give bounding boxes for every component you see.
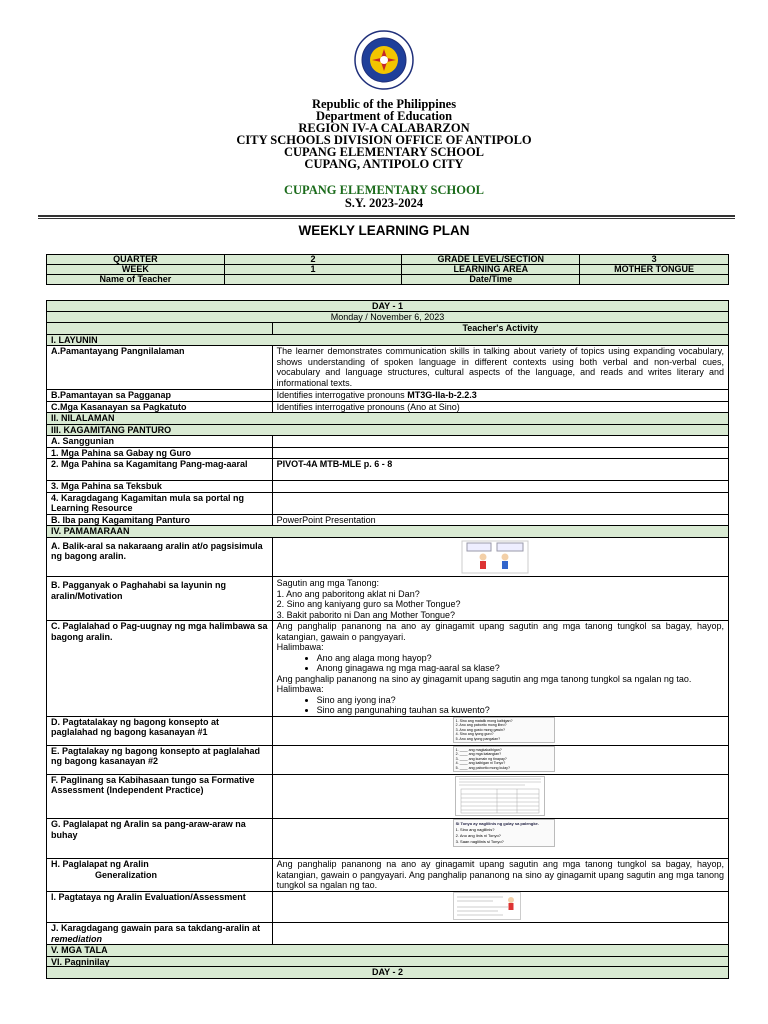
header-rule <box>38 215 735 217</box>
row-pg-content <box>272 819 728 859</box>
header-line-4: CITY SCHOOLS DIVISION OFFICE OF ANTIPOLO <box>236 133 532 147</box>
row-pj <box>47 923 273 945</box>
pi-worksheet-image <box>453 892 521 920</box>
row-pf-content <box>272 774 728 819</box>
quarter-label: QUARTER <box>47 255 225 265</box>
header-rule-thin <box>38 218 735 219</box>
pd-item: 1. Sino ang matalik mong kaibigan? <box>455 718 513 723</box>
row-pi: I. Pagtataya ng Aralin Evaluation/Assessment <box>47 891 273 923</box>
row-r2-value: PIVOT-4A MTB-MLE p. 6 - 8 <box>272 459 728 481</box>
row-text-c: Identifies interrogative pronouns (Ano at Sino) <box>272 401 728 413</box>
row-text-b-desc: Identifies interrogative pronouns <box>276 390 405 400</box>
teacher-value <box>224 275 402 285</box>
pc-example: • Anong ginagawa ng mga mag-aaral sa klase? <box>317 663 724 674</box>
row-text-b <box>272 390 728 402</box>
row-pa: A. Balik-aral sa nakaraang aralin at/o pagsisimula ng bagong aralin. <box>47 537 273 577</box>
header-line-3: REGION IV-A CALABARZON <box>298 121 470 135</box>
pc-halimbawa-1: Halimbawa: <box>276 642 324 652</box>
row-sanggunian: A. Sanggunian <box>47 436 273 448</box>
pc-example: • Ano ang alaga mong hayop? <box>317 653 724 664</box>
deped-seal-logo <box>354 30 414 90</box>
day1-date: Monday / November 6, 2023 <box>47 312 729 323</box>
pd-item: 3. Ano ang gusto mong gawin? <box>455 727 505 732</box>
header-line-5: CUPANG ELEMENTARY SCHOOL <box>283 145 485 159</box>
pc-para-2: Ang panghalip pananong na sino ay ginagamit upang sagutin ang mga tanong tungkol sa ngalan ng tao. <box>276 673 692 684</box>
row-rb: B. Iba pang Kagamitang Panturo <box>47 514 273 526</box>
quarter-value: 2 <box>224 255 402 265</box>
pb-line-2: 1. Ano ang paboritong aklat ni Dan? <box>276 588 420 599</box>
row-pc-content <box>272 621 728 717</box>
activity-header: Teacher's Activity <box>272 323 728 335</box>
pc-example: • Sino ang pangunahing tauhan sa kuwento? <box>317 705 724 716</box>
header-line-1: Republic of the Philippines <box>311 97 457 111</box>
pc-halimbawa-2: Halimbawa: <box>276 684 324 694</box>
row-label-b: B.Pamantayan sa Pagganap <box>47 390 273 402</box>
row-pg: G. Paglalapat ng Aralin sa pang-araw-araw na buhay <box>47 819 273 859</box>
header-line-2: Department of Education <box>315 109 453 123</box>
row-pb: B. Pagganyak o Paghahabi sa layunin ng aralin/Motivation <box>47 577 273 621</box>
row-pc: C. Paglalahad o Pag-uugnay ng mga halimbawa sa bagong aralin. <box>47 621 273 717</box>
section-pamamaraan: IV. PAMAMARAAN <box>47 526 729 538</box>
info-table <box>46 254 729 285</box>
pb-line-1: Sagutin ang mga Tanong: <box>276 578 380 588</box>
ph-label: H. Paglalapat ng Aralin <box>51 859 149 869</box>
pc-examples-1 <box>277 653 724 674</box>
pb-line-3: 2. Sino ang kaniyang guro sa Mother Tongue? <box>276 599 461 609</box>
row-pe-content <box>272 745 728 774</box>
area-value: MOTHER TONGUE <box>580 265 729 275</box>
children-reading-image <box>461 540 529 574</box>
pe-item: 2. ____ ang mga katangian? <box>455 752 502 757</box>
day1-table <box>46 300 729 968</box>
day1-label: DAY - 1 <box>47 301 729 312</box>
pc-example: • Sino ang iyong ina? <box>317 695 724 706</box>
row-ph-content: Ang panghalip pananong na ano ay ginagamit upang sagutin ang mga tanong tungkol sa bagay, hayop, katangian, gawain o pangyayari. Ang panghalip pananong na sino ay ginagamit upang sagutin ang mga tanong tungkol sa ngalan ng tao. <box>272 859 728 892</box>
row-pd: D. Pagtatalakay ng bagong konsepto at paglalahad ng bagong kasanayan #1 <box>47 716 273 745</box>
row-label-a: A.Pamantayang Pangnilalaman <box>47 346 273 390</box>
section-tala: V. MGA TALA <box>47 945 729 957</box>
row-pe: E. Pagtalakay ng bagong konsepto at paglalahad ng bagong kasanayan #2 <box>47 745 273 774</box>
pg-item: 2. Ano ang linis ni Tonyo? <box>455 833 501 838</box>
row-r3: 3. Mga Pahina sa Teksbuk <box>47 481 273 493</box>
pg-title: Si Tonyo ay naglilinis ng gulay sa palengke. <box>455 821 539 826</box>
area-label: LEARNING AREA <box>402 265 580 275</box>
date-value <box>580 275 729 285</box>
day2-label: DAY - 2 <box>47 967 729 979</box>
section-layunin: I. LAYUNIN <box>47 334 729 346</box>
school-name-green: CUPANG ELEMENTARY SCHOOL <box>283 183 485 197</box>
pg-item: 3. Saan naglilinis si Tonyo? <box>455 839 504 844</box>
row-pf: F. Paglinang sa Kabihasaan tungo sa Formative Assessment (Independent Practice) <box>47 774 273 819</box>
pj-label: J. Karagdagang gawain para sa takdang-aralin at <box>51 923 261 933</box>
ph-label-2: Generalization <box>95 869 158 880</box>
pe-item: 5. ____ ang paborito mong kulay? <box>455 765 510 770</box>
pd-item: 2. Ano ang paborito mong libro? <box>455 723 507 728</box>
grade-label: GRADE LEVEL/SECTION <box>402 255 580 265</box>
row-ph <box>47 859 273 892</box>
pj-label-em: remediation <box>51 933 103 944</box>
pe-worksheet-image <box>453 746 555 773</box>
pc-examples-2 <box>277 695 724 716</box>
row-pi-content <box>272 891 728 923</box>
row-text-a: The learner demonstrates communication skills in talking about variety of topics using expanding vocabulary, shows understanding of spoken language in different contexts using both verbal and non-verbal cues, vocabulary and language structures, cultural aspects of the language, and reads and writes literary and informational texts. <box>272 346 728 390</box>
pg-worksheet-image <box>453 819 555 847</box>
row-label-c: C.Mga Kasanayan sa Pagkatuto <box>47 401 273 413</box>
week-label: WEEK <box>47 265 225 275</box>
day2-table <box>46 966 729 979</box>
pd-item: 4. Sino ang iyong guro? <box>455 732 494 737</box>
row-r2: 2. Mga Pahina sa Kagamitang Pang-mag-aaral <box>47 459 273 481</box>
section-kagamitan: III. KAGAMITANG PANTURO <box>47 424 729 436</box>
header-line-6: CUPANG, ANTIPOLO CITY <box>304 157 464 171</box>
school-year: S.Y. 2023-2024 <box>344 196 424 210</box>
row-r4: 4. Karagdagang Kagamitan mula sa portal ng Learning Resource <box>47 492 273 514</box>
week-value: 1 <box>224 265 402 275</box>
page-title: WEEKLY LEARNING PLAN <box>298 223 470 238</box>
teacher-label: Name of Teacher <box>47 275 225 285</box>
pe-item: 1. ____ ang magkakaibigan? <box>455 747 502 752</box>
row-text-b-code: MT3G-IIa-b-2.2.3 <box>407 390 477 400</box>
row-rb-value: PowerPoint Presentation <box>272 514 728 526</box>
row-pa-content <box>272 537 728 577</box>
row-pb-content <box>272 577 728 621</box>
section-nilalaman: II. NILALAMAN <box>47 413 729 425</box>
pg-item: 1. Sino ang naglilinis? <box>455 827 495 832</box>
pd-item: 5. Ano ang iyong pangalan? <box>455 736 501 741</box>
row-pd-content <box>272 716 728 745</box>
row-r1: 1. Mga Pahina sa Gabay ng Guro <box>47 447 273 459</box>
pf-table-image <box>455 776 545 816</box>
pe-item: 4. ____ ang kaibigan ni Tonyo? <box>455 761 506 766</box>
section-pagninilay: VI. Pagninilay <box>47 956 729 968</box>
grade-value: 3 <box>580 255 729 265</box>
pd-worksheet-image <box>453 717 555 744</box>
pe-item: 3. ____ ang kumain ng tinapay? <box>455 756 507 761</box>
pb-line-4: 3. Bakit paborito ni Dan ang Mother Tongue? <box>276 609 456 620</box>
date-label: Date/Time <box>402 275 580 285</box>
pc-para-1: Ang panghalip pananong na ano ay ginagamit upang sagutin ang mga tanong tungkol sa bagay, hayop, katangian, gawain o pangyayari. <box>276 621 724 642</box>
